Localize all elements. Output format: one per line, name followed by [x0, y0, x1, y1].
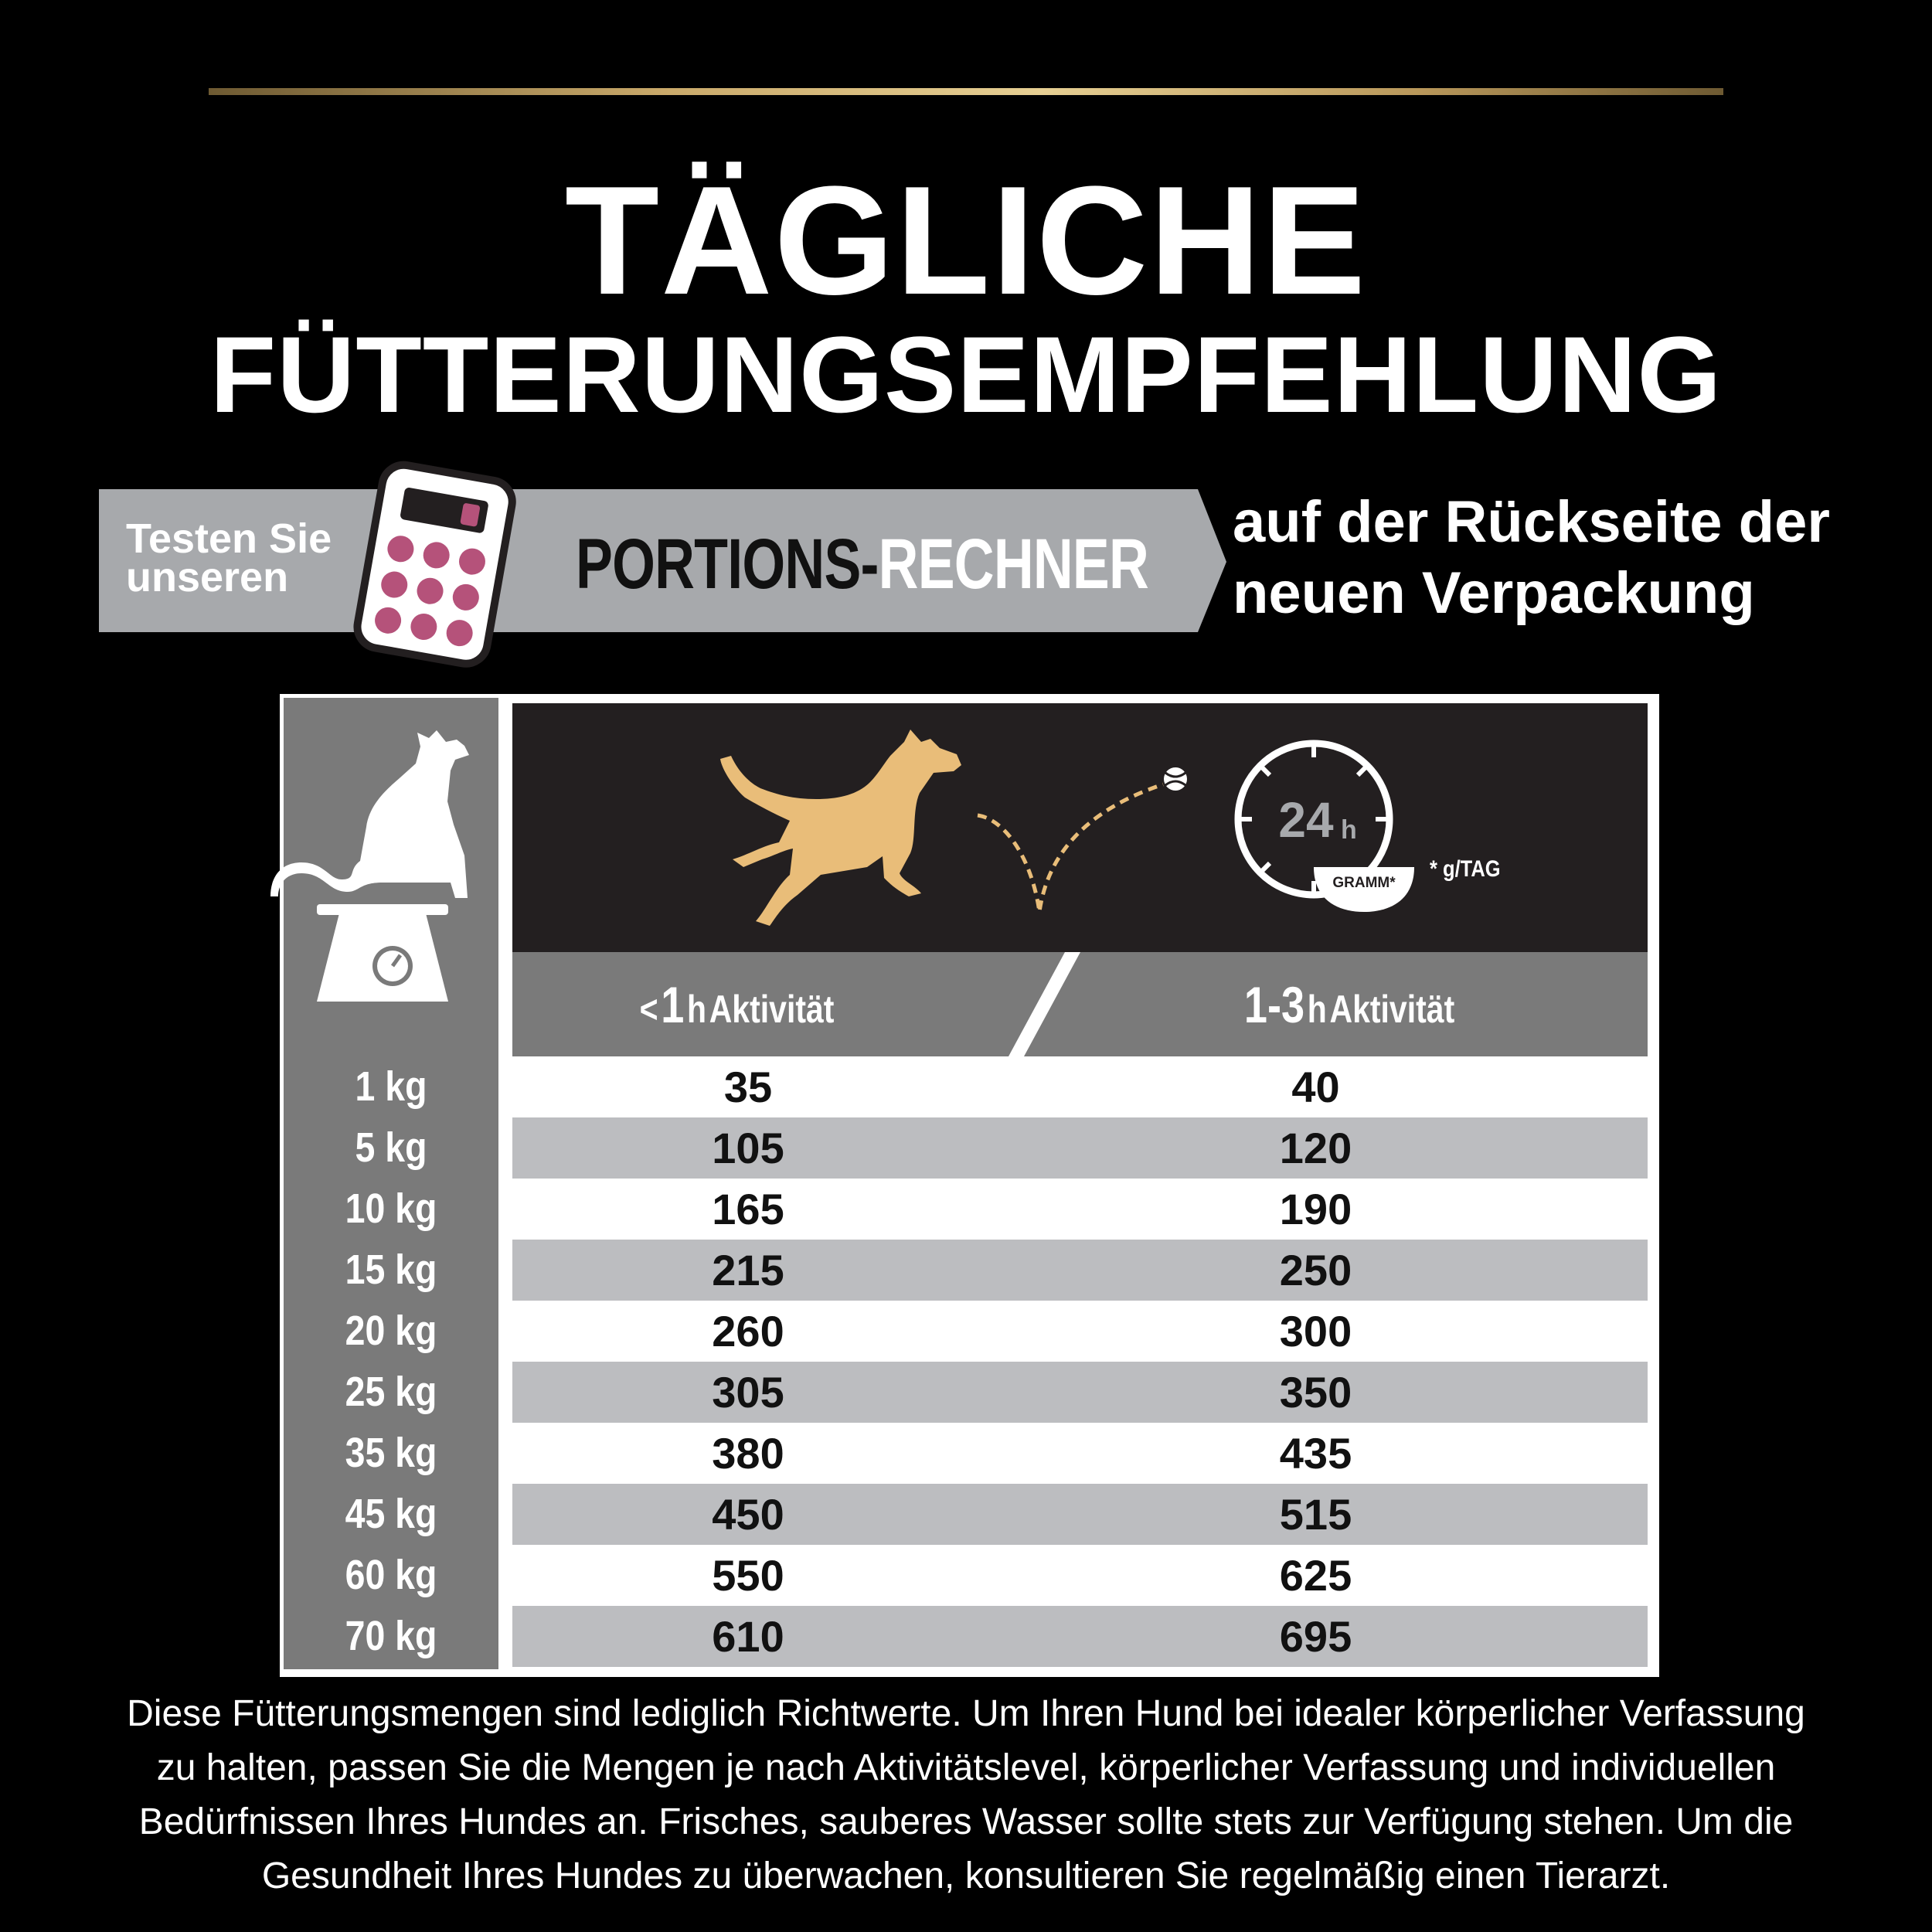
promo-test-line2: unseren: [126, 554, 289, 600]
cell-high: 120: [1279, 1124, 1352, 1172]
weight-label: 20 kg: [345, 1308, 437, 1354]
cell-high: 40: [1291, 1063, 1340, 1111]
table-row: [512, 1545, 1648, 1606]
table-row: [512, 1423, 1648, 1484]
table-row: [512, 1117, 1648, 1179]
cell-high: 350: [1279, 1368, 1352, 1417]
cell-low: 105: [712, 1124, 784, 1172]
col2-num: 1-3: [1243, 976, 1305, 1033]
cell-low: 165: [712, 1185, 784, 1233]
promo-side-line2: neuen Verpackung: [1233, 560, 1755, 626]
cell-low: 260: [712, 1307, 784, 1355]
col2-h: h: [1307, 988, 1327, 1031]
promo-name-light: RECHNER: [878, 525, 1149, 604]
promo-test-line1: Testen Sie: [126, 515, 332, 562]
table-row: [512, 1301, 1648, 1362]
page-title-line1: TÄGLICHE: [564, 155, 1368, 327]
page-title-line2: FÜTTERUNGSEMPFEHLUNG: [209, 314, 1723, 435]
cell-low: 380: [712, 1429, 784, 1478]
bowl-label: GRAMM*: [1332, 875, 1396, 891]
table-row: [512, 1179, 1648, 1240]
weight-label: 45 kg: [345, 1491, 437, 1537]
cell-low: 215: [712, 1246, 784, 1294]
disclaimer-line: zu halten, passen Sie die Mengen je nach Aktivitätslevel, körperlicher Verfassung und individuellen: [156, 1747, 1776, 1788]
table-row: [512, 1056, 1648, 1117]
weight-label: 35 kg: [345, 1430, 437, 1476]
disclaimer-line: Bedürfnissen Ihres Hundes an. Frisches, sauberes Wasser sollte stets zur Verfügung stehen. Um die: [138, 1801, 1794, 1842]
col2-txt: Aktivität: [1329, 988, 1455, 1031]
disclaimer-line: Diese Fütterungsmengen sind lediglich Richtwerte. Um Ihren Hund bei idealer körperlicher Verfassung: [127, 1693, 1805, 1734]
clock-label: 24: [1278, 792, 1334, 848]
col1-lt: <: [639, 988, 658, 1031]
food-bowl-icon: [1314, 867, 1414, 912]
cell-low: 610: [712, 1612, 784, 1661]
col-header-high-activity: [1244, 975, 1454, 1034]
col1-txt: Aktivität: [709, 988, 835, 1031]
cell-high: 190: [1279, 1185, 1352, 1233]
cell-low: 305: [712, 1368, 784, 1417]
weight-list: [284, 1056, 498, 1667]
table-row: [512, 1362, 1648, 1423]
ball-icon: [1164, 767, 1187, 791]
cell-low: 35: [723, 1063, 773, 1111]
cell-low: 550: [712, 1551, 784, 1600]
cell-high: 435: [1279, 1429, 1352, 1478]
table-row: [512, 1484, 1648, 1545]
table-row: [512, 1240, 1648, 1301]
cell-high: 250: [1279, 1246, 1352, 1294]
unit-note: * g/TAG: [1430, 856, 1501, 882]
weight-label: 15 kg: [345, 1247, 437, 1293]
col1-h: h: [686, 988, 707, 1031]
weight-label: 60 kg: [345, 1552, 437, 1598]
ball-path-icon: [978, 784, 1163, 912]
table-row: [512, 1606, 1648, 1667]
weight-label: 25 kg: [345, 1369, 437, 1415]
clock-suffix: h: [1341, 815, 1357, 845]
activity-divider: [1009, 952, 1080, 1056]
cell-high: 515: [1279, 1490, 1352, 1539]
cell-high: 625: [1279, 1551, 1352, 1600]
running-dog-icon: [720, 730, 961, 926]
promo-name-dark: PORTIONS-: [576, 525, 879, 604]
disclaimer: [15, 1687, 1917, 1903]
weight-label: 70 kg: [345, 1613, 437, 1659]
cell-high: 300: [1279, 1307, 1352, 1355]
col-header-low-activity: [640, 975, 835, 1034]
weight-label: 10 kg: [345, 1185, 437, 1232]
cell-low: 450: [712, 1490, 784, 1539]
weight-label: 1 kg: [355, 1063, 427, 1110]
cell-high: 695: [1279, 1612, 1352, 1661]
table-body: [512, 1056, 1648, 1667]
dog-on-scale-icon: [270, 730, 469, 1002]
weight-label: 5 kg: [355, 1124, 427, 1171]
col1-num: 1: [661, 976, 685, 1033]
promo-side-line1: auf der Rückseite der: [1233, 489, 1830, 555]
disclaimer-line: Gesundheit Ihres Hundes zu überwachen, konsultieren Sie regelmäßig einen Tierarzt.: [261, 1855, 1671, 1896]
